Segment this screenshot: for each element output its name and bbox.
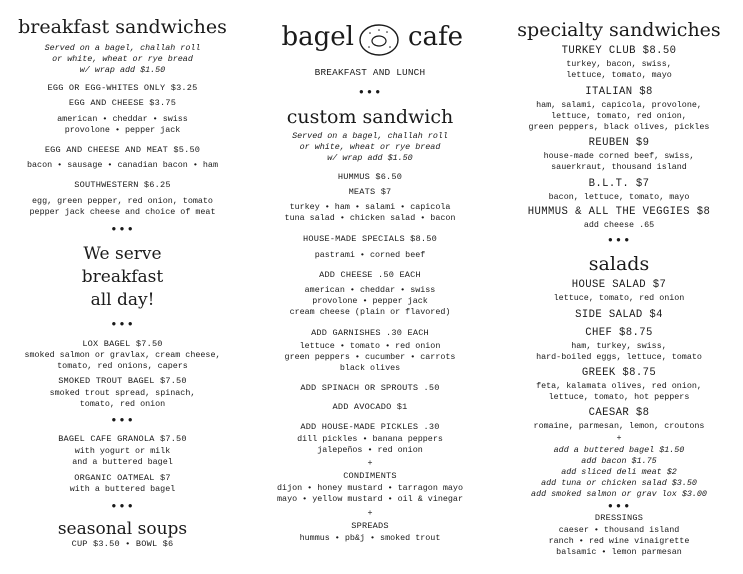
- dots-divider: •••: [110, 223, 135, 237]
- breakfast-sandwiches-heading: breakfast sandwiches: [18, 16, 227, 38]
- subtitle: BREAKFAST AND LUNCH: [314, 67, 426, 78]
- middle-column: [250, 0, 490, 574]
- item-description: egg, green pepper, red onion, tomato: [32, 196, 213, 206]
- menu-item-house-salad: HOUSE SALAD $7: [571, 279, 667, 291]
- custom-desc-line: or white, wheat or rye bread: [299, 142, 441, 152]
- menu-item-egg-whites: EGG OR EGG-WHITES ONLY $3.25: [47, 83, 198, 93]
- item-description: romaine, parmesan, lemon, croutons: [533, 421, 705, 431]
- item-description: and a buttered bagel: [72, 457, 173, 467]
- item-description: ham, salami, capicola, provolone,: [536, 100, 702, 110]
- menu-item-egg-cheese-meat: EGG AND CHEESE AND MEAT $5.50: [44, 145, 201, 155]
- item-options: balsamic • lemon parmesan: [556, 547, 682, 557]
- bagel-cafe-logo: [250, 22, 490, 56]
- serve-line: all day!: [90, 290, 155, 310]
- breakfast-desc-line: Served on a bagel, challah roll: [44, 43, 201, 53]
- item-options: lettuce • tomato • red onion: [299, 341, 441, 351]
- item-options: american • cheddar • swiss: [57, 114, 188, 124]
- breakfast-desc-line: w/ wrap add $1.50: [79, 65, 166, 75]
- bagel-icon: [357, 22, 401, 58]
- salad-addon: add tuna or chicken salad $3.50: [541, 478, 697, 488]
- dots-divider: •••: [606, 234, 632, 248]
- item-options: provolone • pepper jack: [312, 296, 428, 306]
- menu-item-reuben: REUBEN $9: [588, 137, 650, 149]
- spreads-heading: SPREADS: [351, 521, 389, 531]
- specialty-sandwiches-heading: specialty sandwiches: [517, 19, 721, 41]
- custom-desc-line: Served on a bagel, challah roll: [292, 131, 448, 141]
- menu-item-blt: B.L.T. $7: [588, 178, 650, 190]
- salads-heading: salads: [588, 253, 650, 275]
- item-options: jalepeños • red onion: [317, 445, 423, 455]
- menu-item-granola: BAGEL CAFE GRANOLA $7.50: [58, 434, 187, 444]
- item-description: smoked trout spread, spinach,: [49, 388, 196, 398]
- dots-divider: •••: [357, 86, 383, 100]
- item-description: tomato, red onions, capers: [57, 361, 188, 371]
- item-description: lettuce, tomato, red onion: [553, 293, 685, 303]
- soup-prices: CUP $3.50 • BOWL $6: [71, 539, 174, 549]
- dots-divider: •••: [110, 414, 135, 428]
- item-options: turkey • ham • salami • capicola: [289, 202, 451, 212]
- serve-line: We serve: [83, 244, 162, 264]
- item-description: sauerkraut, thousand island: [551, 162, 687, 172]
- item-options: dijon • honey mustard • tarragon mayo: [277, 483, 463, 493]
- menu-item-house-specials: HOUSE-MADE SPECIALS $8.50: [303, 234, 437, 244]
- item-description: turkey, bacon, swiss,: [566, 59, 672, 69]
- menu-item-add-garnishes: ADD GARNISHES .30 EACH: [311, 328, 429, 338]
- item-description: smoked salmon or gravlax, cream cheese,: [24, 350, 221, 360]
- item-description: lettuce, tomato, hot peppers: [548, 392, 690, 402]
- dressings-heading: DRESSINGS: [594, 513, 644, 523]
- dots-divider: •••: [110, 318, 135, 332]
- breakfast-desc-line: or white, wheat or rye bread: [52, 54, 193, 64]
- item-description: tomato, red onion: [79, 399, 166, 409]
- salad-addon: add bacon $1.75: [581, 456, 657, 466]
- menu-item-oatmeal: ORGANIC OATMEAL $7: [74, 473, 171, 483]
- menu-item-smoked-trout: SMOKED TROUT BAGEL $7.50: [58, 376, 187, 386]
- plus-divider: +: [367, 508, 373, 518]
- plus-divider: +: [616, 433, 622, 443]
- item-description: pepper jack cheese and choice of meat: [29, 207, 216, 217]
- menu-item-side-salad: SIDE SALAD $4: [575, 309, 663, 321]
- item-options: american • cheddar • swiss: [304, 285, 436, 295]
- dots-divider: •••: [110, 500, 135, 514]
- menu-item-chef: CHEF $8.75: [585, 327, 653, 339]
- item-options: bacon • sausage • canadian bacon • ham: [27, 160, 218, 170]
- menu-item-hummus-veggies: HUMMUS & ALL THE VEGGIES $8: [527, 206, 711, 218]
- item-options: caeser • thousand island: [558, 525, 680, 535]
- left-column: [0, 0, 245, 574]
- item-description: with a buttered bagel: [69, 484, 176, 494]
- serve-line: breakfast: [81, 267, 164, 287]
- item-options: provolone • pepper jack: [64, 125, 181, 135]
- item-description: lettuce, tomato, red onion,: [551, 111, 687, 121]
- menu-item-add-pickles: ADD HOUSE-MADE PICKLES .30: [300, 422, 440, 432]
- menu-item-turkey-club: TURKEY CLUB $8.50: [561, 45, 677, 57]
- item-options: ranch • red wine vinaigrette: [548, 536, 690, 546]
- custom-desc-line: w/ wrap add $1.50: [327, 153, 413, 163]
- item-options: green peppers • cucumber • carrots: [284, 352, 456, 362]
- menu-item-add-spinach: ADD SPINACH OR SPROUTS .50: [300, 383, 440, 393]
- item-description: bacon, lettuce, tomato, mayo: [548, 192, 690, 202]
- menu-item-greek: GREEK $8.75: [581, 367, 657, 379]
- item-options: mayo • yellow mustard • oil & vinegar: [277, 494, 463, 504]
- item-description: green peppers, black olives, pickles: [528, 122, 710, 132]
- salad-addon: add a buttered bagel $1.50: [553, 445, 685, 455]
- item-description: add cheese .65: [583, 220, 655, 230]
- menu-item-add-avocado: ADD AVOCADO $1: [332, 402, 408, 412]
- item-options: hummus • pb&j • smoked trout: [299, 533, 441, 543]
- item-description: hard-boiled eggs, lettuce, tomato: [536, 352, 702, 362]
- item-options: black olives: [339, 363, 401, 373]
- item-description: lettuce, tomato, mayo: [566, 70, 672, 80]
- menu-item-southwestern: SOUTHWESTERN $6.25: [74, 180, 171, 190]
- plus-divider: +: [367, 458, 373, 468]
- condiments-heading: CONDIMENTS: [343, 471, 397, 481]
- item-description: feta, kalamata olives, red onion,: [536, 381, 702, 391]
- seasonal-soups-heading: seasonal soups: [57, 519, 188, 539]
- item-description: house-made corned beef, swiss,: [543, 151, 695, 161]
- item-description: with yogurt or milk: [74, 446, 171, 456]
- custom-sandwich-heading: custom sandwich: [286, 106, 454, 128]
- salad-addon: add sliced deli meat $2: [561, 467, 677, 477]
- item-options: cream cheese (plain or flavored): [289, 307, 451, 317]
- logo-word-bagel: bagel: [281, 22, 354, 52]
- dots-divider: •••: [606, 500, 632, 514]
- item-options: pastrami • corned beef: [314, 250, 426, 260]
- salad-addon: add smoked salmon or grav lox $3.00: [531, 489, 707, 499]
- right-column: [495, 0, 743, 574]
- item-options: dill pickles • banana peppers: [297, 434, 443, 444]
- item-description: ham, turkey, swiss,: [571, 341, 667, 351]
- item-options: tuna salad • chicken salad • bacon: [284, 213, 456, 223]
- menu-item-lox-bagel: LOX BAGEL $7.50: [82, 339, 163, 349]
- menu-item-egg-cheese: EGG AND CHEESE $3.75: [68, 98, 177, 108]
- menu-item-caesar: CAESAR $8: [588, 407, 650, 419]
- menu-item-add-cheese: ADD CHEESE .50 EACH: [319, 270, 421, 280]
- menu-item-italian: ITALIAN $8: [585, 86, 653, 98]
- menu-item-meats: MEATS $7: [348, 187, 392, 197]
- logo-word-cafe: cafe: [408, 22, 464, 52]
- menu-item-hummus: HUMMUS $6.50: [337, 172, 403, 182]
